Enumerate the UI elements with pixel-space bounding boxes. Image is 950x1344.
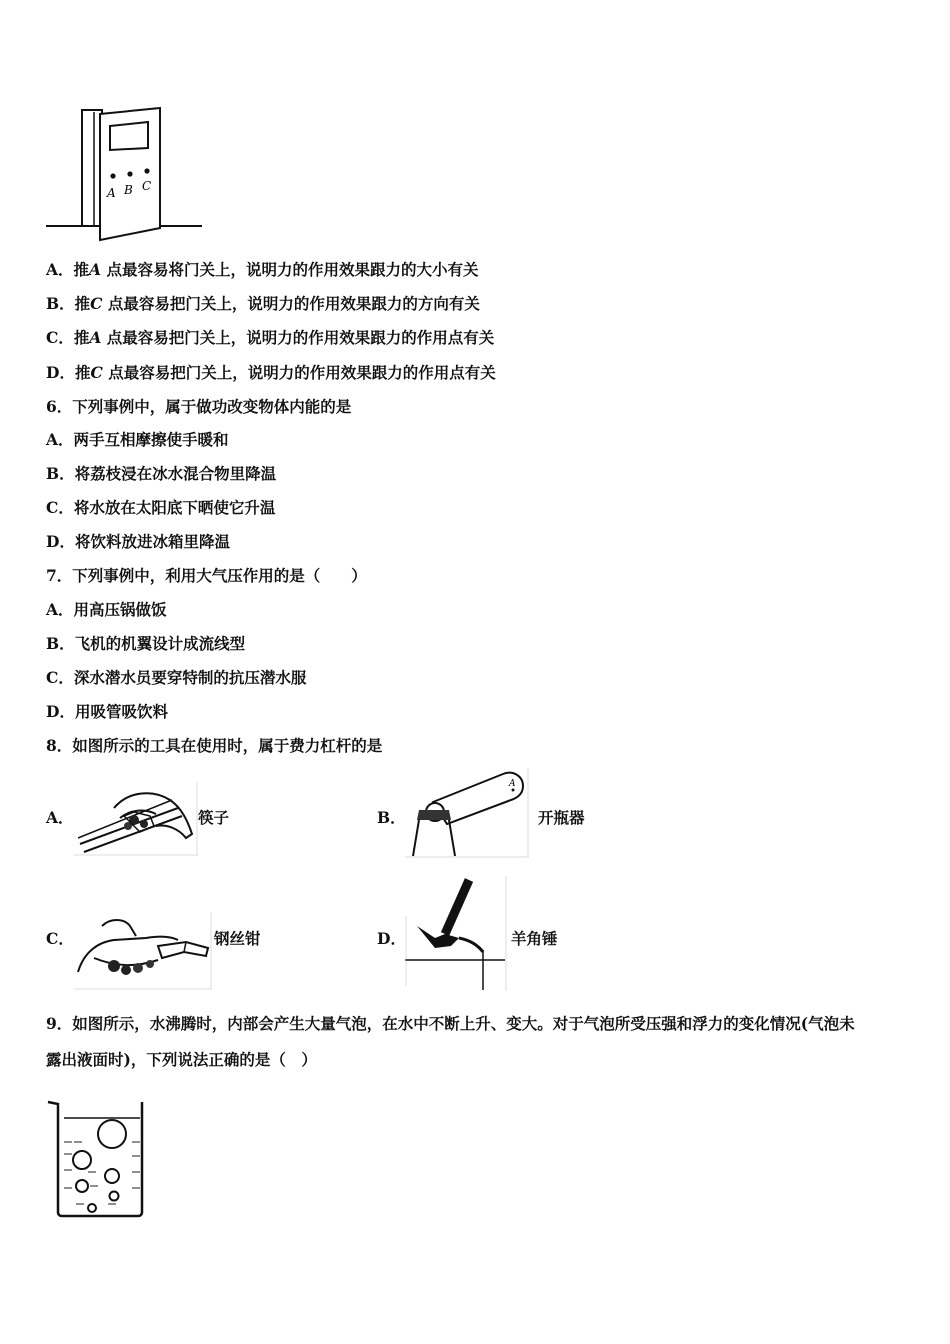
q7-stem: 7．下列事例中，利用大气压作用的是（ ） — [46, 566, 367, 585]
option-letter: D． — [46, 363, 75, 382]
q8-option-c-caption: 钢丝钳 — [214, 929, 261, 948]
chopsticks-figure — [74, 782, 198, 856]
q8-stem: 8．如图所示的工具在使用时，属于费力杠杆的是 — [46, 736, 383, 755]
q6-option-b[interactable]: B．将荔枝浸在冰水混合物里降温 — [46, 464, 277, 483]
door-label-a: A — [107, 186, 116, 200]
q7-option-d[interactable]: D．用吸管吸饮料 — [46, 702, 168, 721]
q8-option-a-letter[interactable]: A． — [46, 808, 74, 827]
option-pre: 推 — [73, 328, 90, 347]
q6-option-a[interactable]: A．两手互相摩擦使手暖和 — [46, 430, 229, 449]
q5-option-c[interactable] — [46, 328, 494, 348]
svg-text:A: A — [509, 779, 516, 789]
option-pre: 推 — [74, 294, 91, 313]
q7-option-c[interactable]: C．深水潜水员要穿特制的抗压潜水服 — [46, 668, 307, 687]
option-post: 点最容易把门关上，说明力的作用效果跟力的方向有关 — [102, 294, 480, 313]
option-point: A — [89, 328, 102, 347]
option-letter: B． — [46, 294, 75, 313]
q6-stem: 6．下列事例中，属于做功改变物体内能的是 — [46, 397, 352, 416]
q6-option-c[interactable]: C．将水放在太阳底下晒使它升温 — [46, 498, 276, 517]
q8-option-d-letter[interactable]: D． — [377, 929, 406, 948]
q5-option-a[interactable] — [46, 260, 478, 280]
q5-option-d[interactable] — [46, 363, 496, 383]
q8-option-a-caption: 筷子 — [198, 808, 230, 827]
q8-option-b-letter[interactable]: B． — [377, 808, 406, 827]
option-point: C — [90, 363, 103, 382]
door-figure — [44, 104, 206, 244]
q9-stem-line1: 9．如图所示，水沸腾时，内部会产生大量气泡，在水中不断上升、变大。对于气泡所受压强和浮力的变化情况(气泡未 — [46, 1014, 855, 1033]
q7-option-a[interactable]: A．用高压锅做饭 — [46, 600, 167, 619]
bottle-opener-figure — [405, 768, 529, 858]
option-pre: 推 — [73, 260, 90, 279]
q8-option-d-caption: 羊角锤 — [511, 929, 558, 948]
option-post: 点最容易把门关上，说明力的作用效果跟力的作用点有关 — [102, 363, 496, 382]
q5-option-b[interactable] — [46, 294, 480, 314]
option-post: 点最容易将门关上，说明力的作用效果跟力的大小有关 — [101, 260, 479, 279]
q8-option-c-letter[interactable]: C． — [46, 929, 74, 948]
q9-stem-line2: 露出液面时)，下列说法正确的是（ ） — [46, 1050, 317, 1069]
pliers-figure — [74, 912, 212, 990]
q8-option-b-caption: 开瓶器 — [538, 808, 585, 827]
option-letter: A． — [46, 260, 74, 279]
claw-hammer-figure — [405, 876, 507, 992]
door-label-b: B — [124, 183, 133, 197]
q6-option-d[interactable]: D．将饮料放进冰箱里降温 — [46, 532, 230, 551]
option-letter: C． — [46, 328, 74, 347]
door-label-c: C — [142, 179, 152, 193]
option-post: 点最容易把门关上，说明力的作用效果跟力的作用点有关 — [101, 328, 495, 347]
option-point: C — [90, 294, 103, 313]
beaker-figure — [46, 1096, 146, 1220]
option-pre: 推 — [74, 363, 91, 382]
option-point: A — [89, 260, 102, 279]
q7-option-b[interactable]: B．飞机的机翼设计成流线型 — [46, 634, 246, 653]
